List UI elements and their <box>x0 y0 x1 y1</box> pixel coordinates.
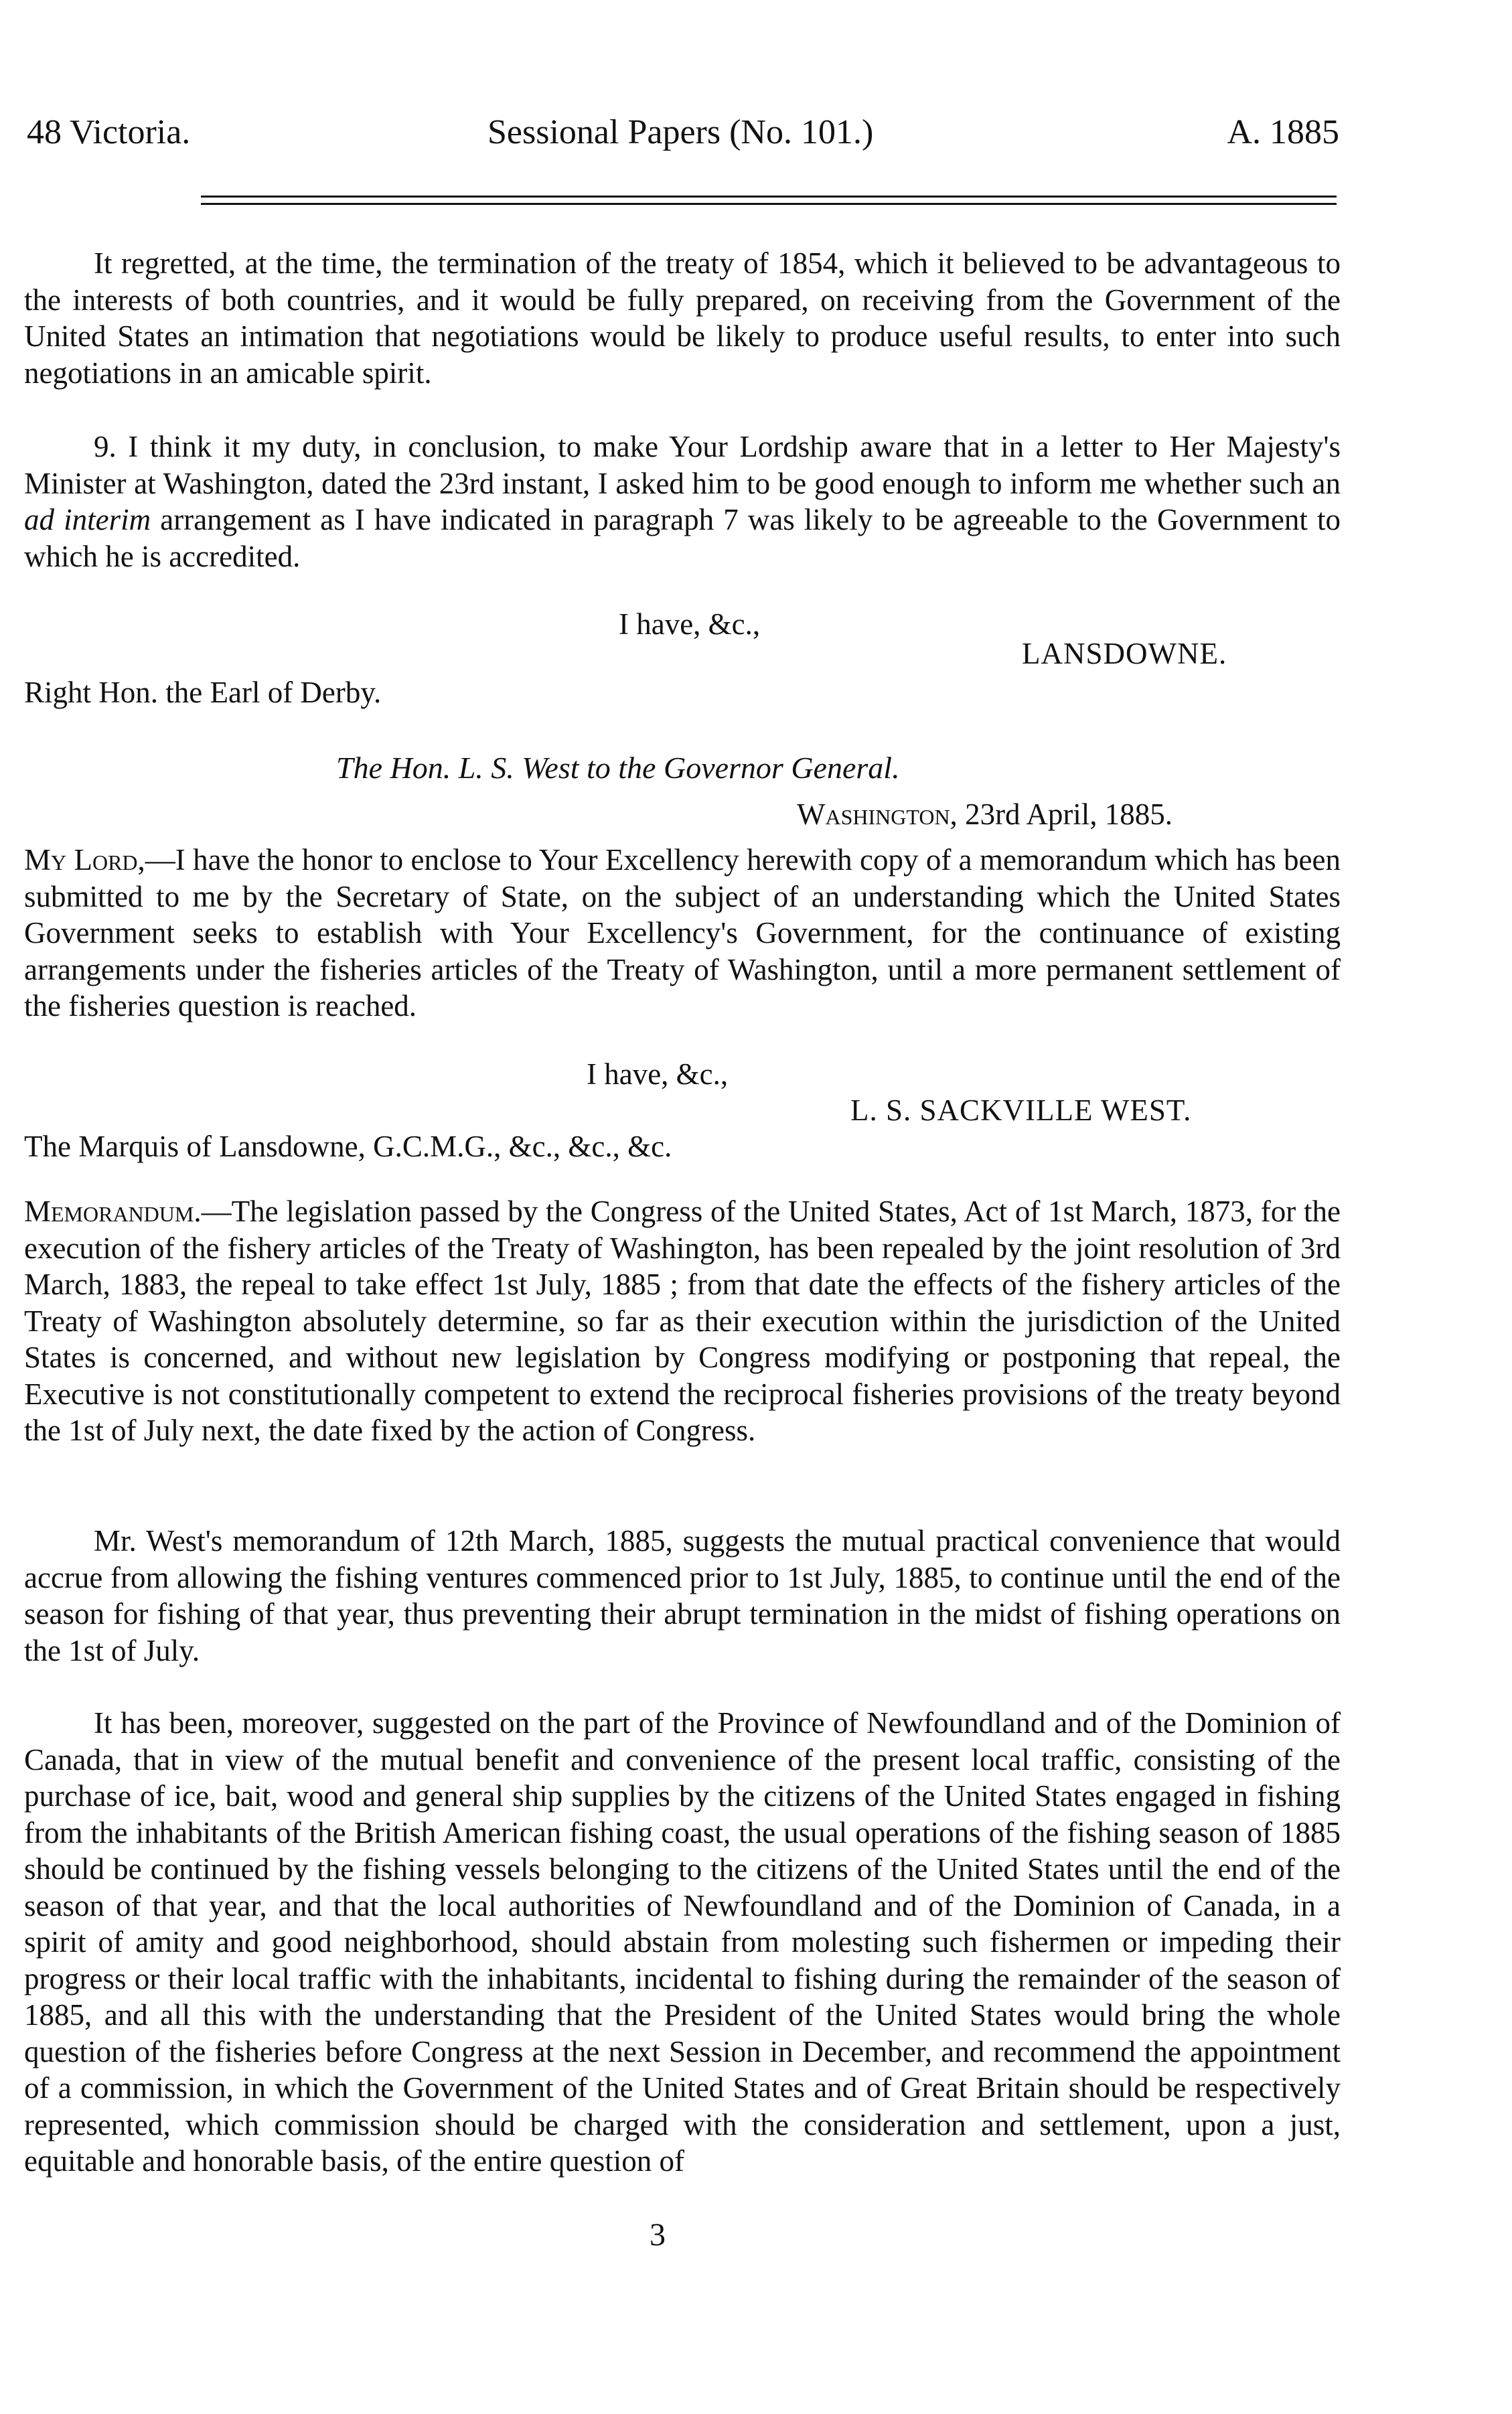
page-number: 3 <box>650 2217 666 2253</box>
header-rule-top <box>201 196 1337 198</box>
paragraph-text: It has been, moreover, suggested on the part of the Province of Newfoundland and of the Dominion of Canada, that in view of the mutual benefit and convenience of the present local traffic, consisting of the purchase of ice, bait, wood and general ship supplies by the citizens of the United States engaged in fishing from the inhabitants of the British American fishing coast, the usual operations of the fishing season of 1885 should be continued by the fishing vessels belonging to the citizens of the United States until the end of the season of that year, and that the local authorities of Newfoundland and of the Dominion of Canada, in a spirit of amity and good neighborhood, should abstain from molesting such fishermen or impeding their progress or their local traffic with the inhabitants, incidental to fishing during the remainder of the season of 1885, and all this with the understanding that the President of the United States would bring the whole question of the fisheries before Congress at the next Session in December, and recommend the appointment of a commission, in which the Government of the United States and of Great Britain should be respectively represented, which commission should be charged with the consideration and settlement, upon a just, equitable and honorable basis, of the entire question of <box>24 1706 1341 2178</box>
paragraph-west-memorandum <box>24 1523 1341 1669</box>
header-year: A. 1885 <box>1227 113 1339 151</box>
paragraph-italic: ad interim <box>24 503 151 536</box>
addressee-derby: Right Hon. the Earl of Derby. <box>24 676 382 709</box>
header-rule-bottom <box>201 203 1337 205</box>
dateline-place: Washington, <box>797 798 958 831</box>
dateline-date: 23rd April, 1885. <box>965 798 1173 831</box>
header-paper-title: Sessional Papers (No. 101.) <box>487 113 874 151</box>
running-header <box>27 112 1339 166</box>
signature-lansdowne: LANSDOWNE. <box>1022 637 1227 670</box>
paragraph-text: Mr. West's memorandum of 12th March, 1885, suggests the mutual practical convenience that would accrue from allowing the fishing ventures commenced prior to 1st July, 1885, to continue until the end of the season for fishing of that year, thus preventing their abrupt termination in the midst of fishing operations on the 1st of July. <box>24 1524 1341 1667</box>
paragraph-treaty-1854 <box>24 245 1341 391</box>
closing-formula: I have, &c., <box>619 607 761 641</box>
paragraph-memorandum <box>24 1193 1341 1449</box>
salutation: My Lord, <box>24 843 145 877</box>
paragraph-text-a: 9. I think it my duty, in conclusion, to make Your Lordship aware that in a letter to Her Majesty's Minister at Washington, dated the 23rd instant, I asked him to be good enough to inform me whether such an <box>24 430 1341 500</box>
paragraph-text: —I have the honor to enclose to Your Excellency herewith copy of a memorandum which has been submitted to me by the Secretary of State, on the subject of an understanding which the United States Government seeks to establish with Your Excellency's Government, for the continuance of existing arrangements under the fisheries articles of the Treaty of Washington, until a more permanent settlement of the fisheries question is reached. <box>24 843 1341 1023</box>
paragraph-enclosure <box>24 842 1341 1025</box>
paragraph-text-b: arrangement as I have indicated in paragraph 7 was likely to be agreeable to the Government to which he is accredited. <box>24 503 1341 573</box>
letter-heading: The Hon. L. S. West to the Governor General. <box>336 751 900 785</box>
addressee-lansdowne: The Marquis of Lansdowne, G.C.M.G., &c., &c., &c. <box>24 1130 672 1163</box>
header-session: 48 Victoria. <box>27 113 191 151</box>
paragraph-9 <box>24 429 1341 575</box>
paragraph-text: It regretted, at the time, the termination of the treaty of 1854, which it believed to be advantageous to the interests of both countries, and it would be fully prepared, on receiving from the Government of the United States an intimation that negotiations would be likely to produce useful results, to enter into such negotiations in an amicable spirit. <box>24 246 1341 390</box>
paragraph-newfoundland <box>24 1705 1341 2180</box>
memorandum-label: Memorandum. <box>24 1195 202 1228</box>
closing-formula-2: I have, &c., <box>587 1057 729 1091</box>
paragraph-text: —The legislation passed by the Congress of the United States, Act of 1st March, 1873, for the execution of the fishery articles of the Treaty of Washington, has been repealed by the joint resolution of 3rd March, 1883, the repeal to take effect 1st July, 1885 ; from that date the effects of the fishery articles of the Treaty of Washington absolutely determine, so far as their execution within the jurisdiction of the United States is concerned, and without new legislation by Congress modifying or postponing that repeal, the Executive is not constitutionally competent to extend the reciprocal fisheries provisions of the treaty beyond the 1st of July next, the date fixed by the action of Congress. <box>24 1195 1341 1447</box>
signature-west: L. S. SACKVILLE WEST. <box>850 1093 1192 1127</box>
dateline <box>797 797 1173 832</box>
